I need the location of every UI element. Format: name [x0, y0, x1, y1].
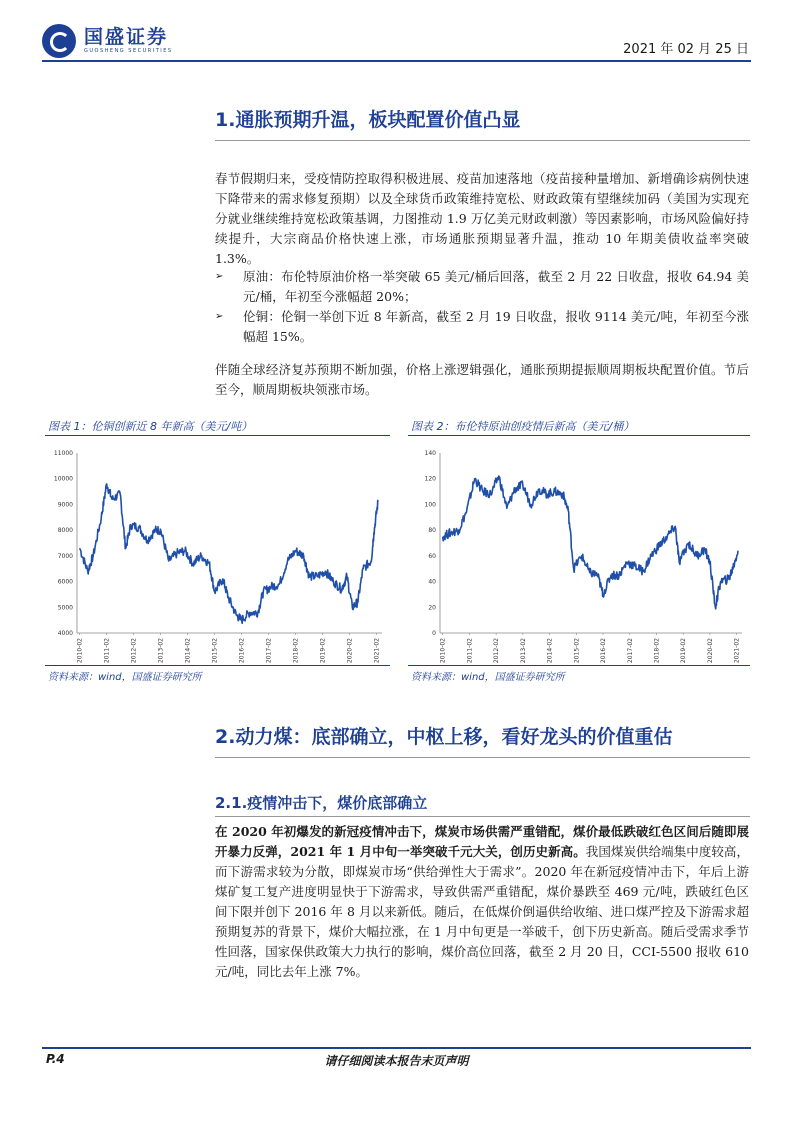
- y-tick-label: 100: [424, 501, 436, 509]
- x-tick-label: 2010-02: [439, 638, 447, 663]
- figure1-source: 资料来源：wind，国盛证券研究所: [48, 672, 202, 683]
- y-tick-label: 120: [424, 475, 436, 483]
- subsection-2-1-title: 2.1.疫情冲击下，煤价底部确立: [215, 794, 428, 812]
- bullet-text: 伦铜：伦铜一举创下近 8 年新高，截至 2 月 19 日收盘，报收 9114 美元/吨，年初至今涨幅超 15%。: [243, 309, 749, 344]
- y-tick-label: 5000: [57, 604, 73, 612]
- figure2-top-rule: [408, 435, 750, 436]
- section1-paragraph-1: 春节假期归来，受疫情防控取得积极进展、疫苗加速落地（疫苗接种量增加、新增确诊病例快速下降带来的需求修复预期）以及全球货币政策维持宽松、财政政策有望继续加码（美国为实现充分就业继续维持宽松政策基调，力图推动 1.9 万亿美元财政刺激）等因素影响，市场风险偏好持续提升，大宗商品价格快速上涨，市场通胀预期显著升温，推动 10 年期美债收益率突破 1.3%。: [215, 171, 749, 266]
- x-tick-label: 2012-02: [493, 638, 501, 663]
- x-tick-label: 2013-02: [519, 638, 527, 663]
- x-tick-label: 2015-02: [211, 638, 219, 663]
- series-line-0: [80, 484, 378, 623]
- logo-icon: [42, 24, 76, 58]
- footer-rule: [42, 1047, 751, 1049]
- section1-title: 1.通胀预期升温，板块配置价值凸显: [215, 109, 521, 131]
- figure1-title: 图表 1：伦铜创新近 8 年新高（美元/吨）: [48, 420, 253, 433]
- section1-paragraph-2: 伴随全球经济复苏预期不断加强，价格上涨逻辑强化，通胀预期提振顺周期板块配置价值。节后至今，顺周期板块领涨市场。: [215, 362, 749, 397]
- series-line-0: [443, 476, 738, 609]
- figure2-source: 资料来源：wind，国盛证券研究所: [411, 672, 565, 683]
- company-logo: [42, 24, 173, 58]
- y-tick-label: 6000: [57, 578, 73, 586]
- x-tick-label: 2011-02: [103, 638, 111, 663]
- x-tick-label: 2018-02: [653, 638, 661, 663]
- y-tick-label: 40: [428, 578, 436, 586]
- logo-name-cn: 国盛证券: [84, 26, 169, 48]
- section2-title: 2.动力煤：底部确立，中枢上移，看好龙头的价值重估: [215, 726, 673, 748]
- bullet-crude-oil: [215, 267, 749, 307]
- y-tick-label: 140: [424, 450, 436, 457]
- section2-paragraph-lead: 在 2020 年初爆发的新冠疫情冲击下，煤炭市场供需严重错配，煤价最低跌破红色区间后随即展开暴力反弹，2021 年 1 月中旬一举突破千元大关，创历史新高。: [215, 824, 749, 859]
- x-tick-label: 2017-02: [265, 638, 273, 663]
- figure1-top-rule: [45, 435, 390, 436]
- y-tick-label: 9000: [57, 501, 73, 509]
- x-tick-label: 2011-02: [466, 638, 474, 663]
- bullet-arrow-icon: ➢: [215, 311, 224, 322]
- subsection-2-1-rule: [215, 816, 750, 817]
- x-tick-label: 2014-02: [546, 638, 554, 663]
- x-tick-label: 2014-02: [184, 638, 192, 663]
- x-tick-label: 2012-02: [130, 638, 138, 663]
- figure1-bottom-rule: [45, 665, 390, 666]
- y-tick-label: 60: [428, 552, 436, 560]
- x-tick-label: 2017-02: [626, 638, 634, 663]
- bullet-copper: [215, 307, 749, 347]
- y-tick-label: 8000: [57, 527, 73, 535]
- header-rule: [42, 60, 751, 62]
- y-tick-label: 11000: [53, 450, 73, 457]
- x-tick-label: 2010-02: [76, 638, 84, 663]
- y-tick-label: 10000: [53, 475, 73, 483]
- brent-oil-price-chart: [408, 443, 750, 663]
- x-tick-label: 2020-02: [706, 638, 714, 663]
- x-tick-label: 2019-02: [680, 638, 688, 663]
- x-tick-label: 2020-02: [346, 638, 354, 663]
- section2-paragraph-body: 我国煤炭供给端集中度较高，而下游需求较为分散，即煤炭市场“供给弹性大于需求”。2020 年在新冠疫情冲击下，年后上游煤矿复工复产进度明显快于下游需求，导致供需严重错配，煤价暴跌至 469 元/吨，跌破红色区间下限并创下 2016 年 8 月以来新低。随后，在低煤价倒逼供给收缩、进口煤严控及下游需求超预期复苏的背景下，煤价大幅拉涨，在 1 月中旬更是一举破千，创下历史新高。随后受需求季节性回落，国家保供政策大力执行的影响，煤价高位回落，截至 2 月 20 日，CCI-5500 报收 610 元/吨，同比去年上涨 7%。: [215, 844, 749, 979]
- y-tick-label: 4000: [57, 630, 73, 637]
- section2-paragraph: [215, 822, 749, 982]
- bullet-text: 原油：布伦特原油价格一举突破 65 美元/桶后回落，截至 2 月 22 日收盘，报收 64.94 美元/桶，年初至今涨幅超 20%；: [243, 269, 749, 304]
- bullet-arrow-icon: ➢: [215, 271, 224, 282]
- y-tick-label: 7000: [57, 552, 73, 560]
- x-tick-label: 2016-02: [600, 638, 608, 663]
- y-tick-label: 0: [432, 630, 436, 637]
- x-tick-label: 2013-02: [157, 638, 165, 663]
- report-date: 2021 年 02 月 25 日: [623, 42, 749, 57]
- copper-price-chart: [45, 443, 390, 663]
- page-number: P.4: [46, 1052, 65, 1066]
- x-tick-label: 2016-02: [238, 638, 246, 663]
- disclaimer-note: 请仔细阅读本报告末页声明: [324, 1054, 469, 1068]
- logo-name-en: GUOSHENG SECURITIES: [84, 48, 173, 54]
- x-tick-label: 2018-02: [292, 638, 300, 663]
- y-tick-label: 80: [428, 527, 436, 535]
- figure2-title: 图表 2：布伦特原油创疫情后新高（美元/桶）: [411, 420, 635, 433]
- section2-title-rule: [215, 757, 750, 758]
- x-tick-label: 2015-02: [573, 638, 581, 663]
- figure2-bottom-rule: [408, 665, 750, 666]
- section1-title-rule: [215, 140, 750, 141]
- y-tick-label: 20: [428, 604, 436, 612]
- x-tick-label: 2021-02: [373, 638, 381, 663]
- x-tick-label: 2021-02: [733, 638, 741, 663]
- x-tick-label: 2019-02: [319, 638, 327, 663]
